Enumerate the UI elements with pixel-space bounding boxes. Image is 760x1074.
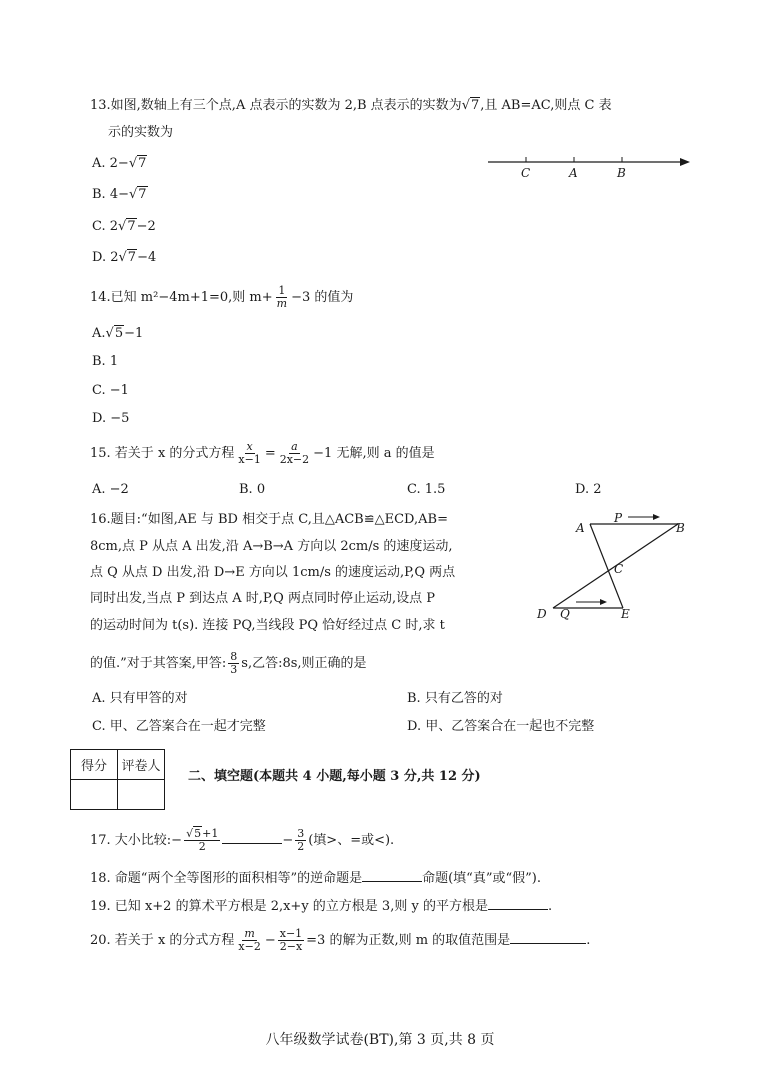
q14-option-b[interactable]: B. 1 [92, 354, 119, 369]
label-p: P [614, 511, 623, 525]
q15-option-d[interactable]: D. 2 [575, 482, 602, 497]
q16-line1: 16.题目:“如图,AE 与 BD 相交于点 C,且△ACB≌△ECD,AB= [90, 512, 448, 527]
label-b: B [676, 521, 685, 535]
q16-line2: 8cm,点 P 从点 A 出发,沿 A→B→A 方向以 2cm/s 的速度运动, [90, 539, 453, 554]
section-2-title: 二、填空题(本题共 4 小题,每小题 3 分,共 12 分) [188, 769, 481, 784]
label-c: C [614, 562, 624, 576]
label-d: D [537, 607, 547, 621]
label-q: Q [560, 607, 570, 621]
q15-option-b[interactable]: B. 0 [239, 482, 266, 497]
page-footer: 八年级数学试卷(BT),第 3 页,共 8 页 [265, 1032, 495, 1048]
q20-stem: 20. 若关于 x 的分式方程 $\frac{m}{x-2}$ − $\frac{x-1}{2-x}$ =3 的解为正数,则 m 的取值范围是 . [90, 927, 591, 953]
q16-line4: 同时出发,当点 P 到达点 A 时,P,Q 两点同时停止运动,设点 P [90, 591, 435, 606]
q13-option-b[interactable]: B. 4−√7 [92, 187, 147, 202]
axis-label-b: B [617, 166, 626, 180]
q14-stem: 14.已知 m²−4m+1=0,则 m+ $\frac{1}{m}$ −3 的值为 [90, 284, 354, 310]
q16-option-d[interactable]: D. 甲、乙答案合在一起也不完整 [407, 719, 595, 734]
q13-option-c[interactable]: C. 2√7−2 [92, 219, 156, 234]
grader-header: 评卷人 [118, 750, 165, 780]
score-cell[interactable] [71, 780, 118, 810]
q-arrow-icon [600, 599, 607, 605]
q14-option-c[interactable]: C. −1 [92, 383, 129, 398]
q14-option-d[interactable]: D. −5 [92, 411, 130, 426]
q16-option-a[interactable]: A. 只有甲答的对 [92, 691, 188, 706]
label-a: A [576, 521, 585, 535]
q16-line5: 的运动时间为 t(s). 连接 PQ,当线段 PQ 恰好经过点 C 时,求 t [90, 618, 445, 633]
q16-line6: 的值.”对于其答案,甲答: $\frac{8}{3}$ s,乙答:8s,则正确的是 [90, 650, 367, 676]
q13-stem-line2: 示的实数为 [108, 125, 174, 140]
q18-stem: 18. 命题“两个全等图形的面积相等”的逆命题是 命题(填“真”或“假”). [90, 871, 541, 886]
axis-label-a: A [569, 166, 578, 180]
q13-option-a[interactable]: A. 2−√7 [92, 156, 147, 171]
label-e: E [621, 607, 630, 621]
q15-option-c[interactable]: C. 1.5 [407, 482, 446, 497]
q17-stem: 17. 大小比较:− $\frac{√5+1}{2}$ − $\frac{3}{2}$ (填>、=或<). [90, 827, 395, 853]
score-table [70, 749, 165, 810]
q15-option-a[interactable]: A. −2 [92, 482, 129, 497]
q13-stem-line1: 13.如图,数轴上有三个点,A 点表示的实数为 2,B 点表示的实数为√7,且 AB=AC,则点 C 表 [90, 98, 612, 113]
q18-answer-blank[interactable] [362, 869, 422, 882]
axis-arrow-icon [680, 158, 690, 166]
score-header: 得分 [71, 750, 118, 780]
p-arrow-icon [653, 514, 660, 520]
grader-cell[interactable] [118, 780, 165, 810]
q16-option-c[interactable]: C. 甲、乙答案合在一起才完整 [92, 719, 266, 734]
q17-answer-blank[interactable] [222, 831, 282, 844]
q19-answer-blank[interactable] [488, 897, 548, 910]
q16-line3: 点 Q 从点 D 出发,沿 D→E 方向以 1cm/s 的速度运动,P,Q 两点 [90, 565, 456, 580]
axis-label-c: C [521, 166, 531, 180]
q15-stem: 15. 若关于 x 的分式方程 $\frac{x}{x-1}$ = $\frac{a}{2x-2}$ −1 无解,则 a 的值是 [90, 440, 435, 466]
q16-figure [530, 505, 695, 625]
q20-answer-blank[interactable] [510, 931, 586, 944]
q19-stem: 19. 已知 x+2 的算术平方根是 2,x+y 的立方根是 3,则 y 的平方根是 . [90, 899, 553, 914]
q16-option-b[interactable]: B. 只有乙答的对 [407, 691, 503, 706]
q13-number-line [480, 150, 695, 186]
q14-option-a[interactable]: A.√5−1 [92, 326, 144, 341]
q13-option-d[interactable]: D. 2√7−4 [92, 250, 157, 265]
